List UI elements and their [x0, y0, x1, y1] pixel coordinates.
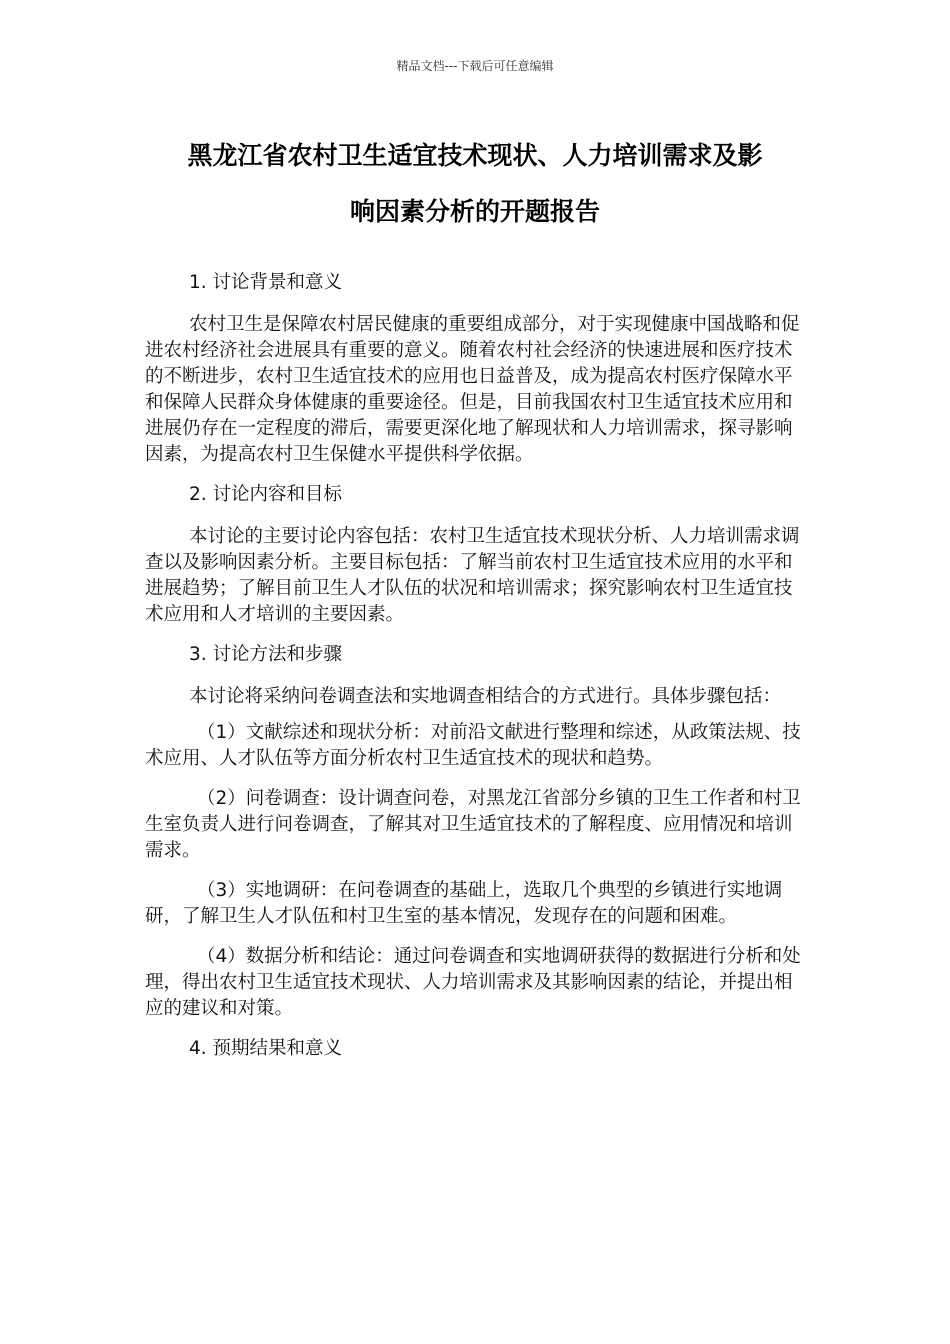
section-heading-content-goals: 2. 讨论内容和目标 [189, 484, 343, 505]
section-heading-background: 1. 讨论背景和意义 [189, 272, 343, 293]
title-line-2: 响因素分析的开题报告 [349, 197, 600, 226]
paragraph-background: 农村卫生是保障农村居民健康的重要组成部分，对于实现健康中国战略和促进农村经济社会进展具有重要的意义。随着农村社会经济的快速进展和医疗技术的不断进步，农村卫生适宜技术的应用也日益普及，成为提高农村医疗保障水平和保障人民群众身体健康的重要途径。但是，目前我国农村卫生适宜技术应用和进展仍存在一定程度的滞后，需要更深化地了解现状和人力培训需求，探寻影响因素，为提高农村卫生保健水平提供科学依据。 [145, 314, 800, 465]
page-header: 精品文档---下载后可任意编辑 [396, 59, 554, 73]
section-heading-expected-results: 4. 预期结果和意义 [189, 1038, 343, 1059]
method-step-field-research: （3）实地调研：在问卷调查的基础上，选取几个典型的乡镇进行实地调研，了解卫生人才队伍和村卫生室的基本情况，发现存在的问题和困难。 [145, 880, 783, 927]
method-step-literature-review: （1）文献综述和现状分析：对前沿文献进行整理和综述，从政策法规、技术应用、人才队伍等方面分析农村卫生适宜技术的现状和趋势。 [145, 722, 801, 769]
document-title [120, 128, 830, 240]
section-heading-methods: 3. 讨论方法和步骤 [189, 644, 343, 665]
method-step-data-analysis: （4）数据分析和结论：通过问卷调查和实地调研获得的数据进行分析和处理，得出农村卫生适宜技术现状、人力培训需求及其影响因素的结论，并提出相应的建议和对策。 [145, 946, 801, 1019]
paragraph-content-goals: 本讨论的主要讨论内容包括：农村卫生适宜技术现状分析、人力培训需求调查以及影响因素分析。主要目标包括：了解当前农村卫生适宜技术应用的水平和进展趋势；了解目前卫生人才队伍的状况和培训需求；探究影响农村卫生适宜技术应用和人才培训的主要因素。 [145, 526, 800, 625]
title-line-1: 黑龙江省农村卫生适宜技术现状、人力培训需求及影 [187, 141, 763, 170]
document-body [145, 270, 807, 1078]
paragraph-methods-intro: 本讨论将采纳问卷调查法和实地调查相结合的方式进行。具体步骤包括： [189, 686, 782, 707]
method-step-questionnaire: （2）问卷调查：设计调查问卷，对黑龙江省部分乡镇的卫生工作者和村卫生室负责人进行问卷调查，了解其对卫生适宜技术的了解程度、应用情况和培训需求。 [145, 788, 801, 861]
